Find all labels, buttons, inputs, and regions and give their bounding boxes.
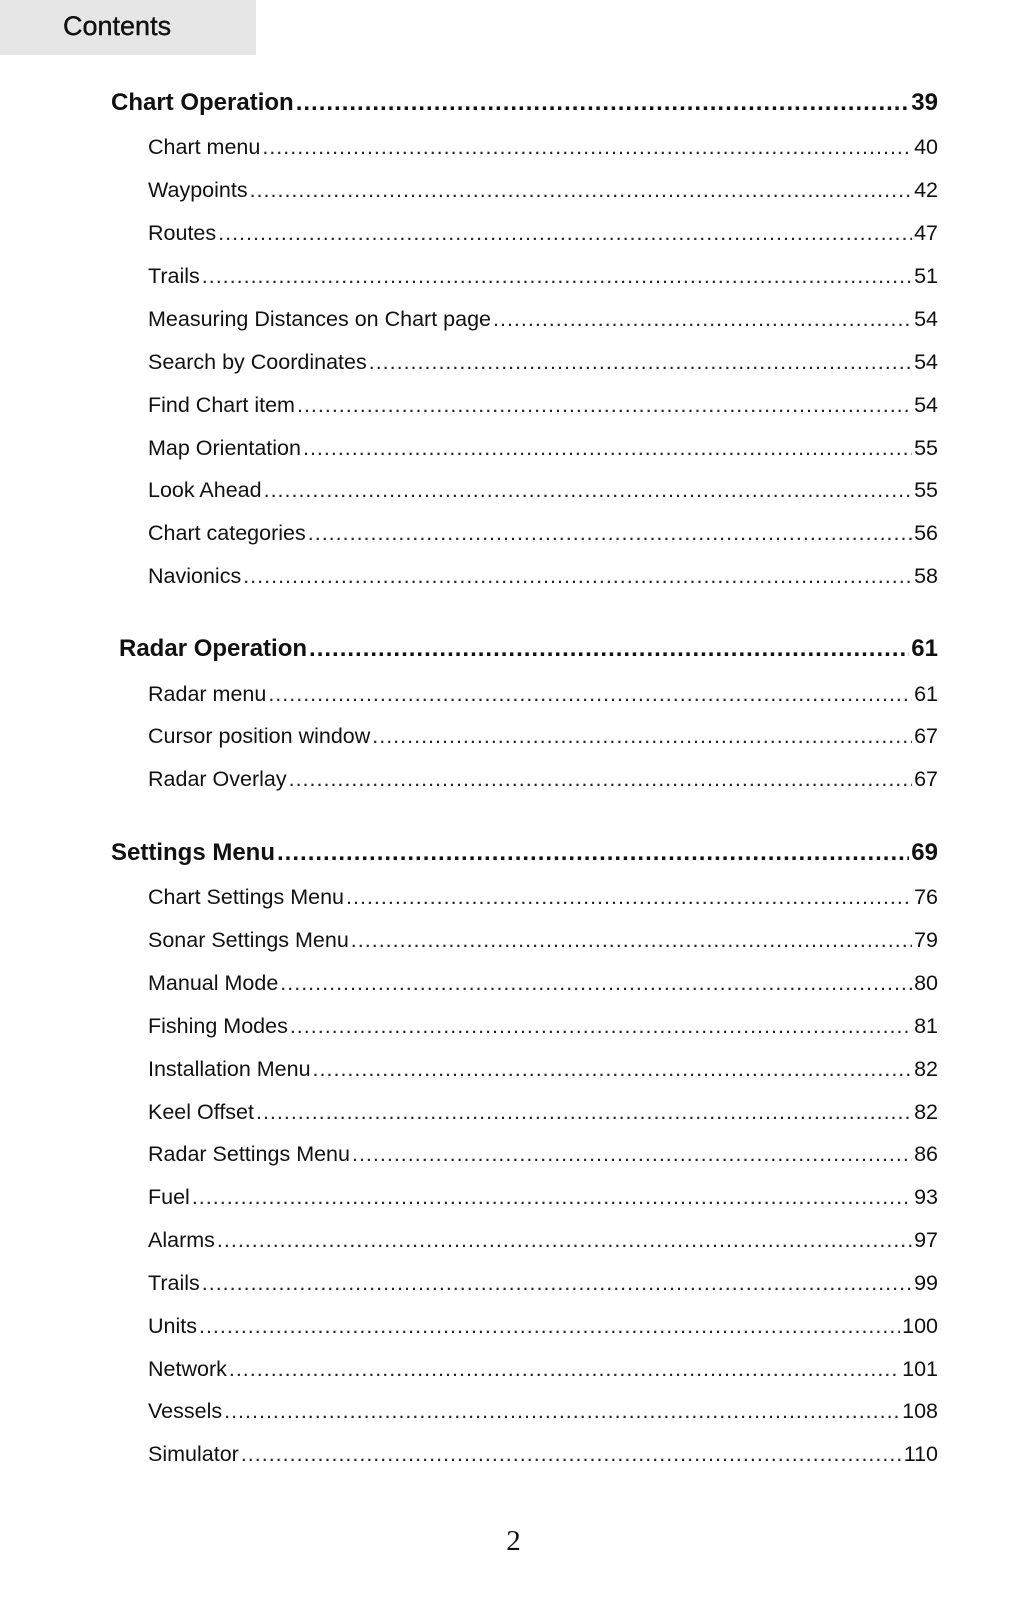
dot-leader: [308, 519, 912, 547]
toc-entry[interactable]: [148, 476, 938, 504]
toc-entry[interactable]: [148, 1440, 938, 1468]
dot-leader: [309, 634, 909, 664]
entry-page: 101: [902, 1357, 938, 1381]
dot-leader: [290, 1012, 912, 1040]
section-page: 61: [911, 635, 938, 662]
entry-page: 61: [914, 682, 938, 706]
entry-page: 82: [914, 1100, 938, 1124]
entry-page: 55: [914, 478, 938, 502]
dot-leader: [372, 722, 912, 750]
dot-leader: [241, 1440, 902, 1468]
dot-leader: [243, 562, 912, 590]
contents-title: Contents: [63, 11, 172, 41]
dot-leader: [280, 969, 912, 997]
dot-leader: [352, 1140, 912, 1168]
entry-page: 80: [914, 971, 938, 995]
entry-label: Manual Mode: [148, 971, 279, 995]
toc-entry[interactable]: [148, 176, 938, 204]
entry-label: Alarms: [148, 1228, 215, 1252]
toc-entry[interactable]: [148, 262, 938, 290]
toc-entry[interactable]: [148, 434, 938, 462]
dot-leader: [277, 838, 909, 868]
section-title: Radar Operation: [119, 635, 308, 662]
entry-page: 58: [914, 564, 938, 588]
dot-leader: [268, 680, 912, 708]
entry-page: 47: [914, 221, 938, 245]
entry-page: 42: [914, 178, 938, 202]
dot-leader: [218, 219, 912, 247]
entry-page: 81: [914, 1014, 938, 1038]
entry-page: 82: [914, 1057, 938, 1081]
entry-label: Vessels: [148, 1399, 223, 1423]
entry-label: Search by Coordinates: [148, 350, 367, 374]
entry-label: Look Ahead: [148, 478, 262, 502]
entry-label: Sonar Settings Menu: [148, 928, 349, 952]
entry-label: Radar menu: [148, 682, 267, 706]
entry-page: 79: [914, 928, 938, 952]
entry-label: Cursor position window: [148, 724, 371, 748]
dot-leader: [202, 1269, 912, 1297]
entry-page: 86: [914, 1142, 938, 1166]
dot-leader: [289, 765, 912, 793]
entry-label: Radar Overlay: [148, 767, 287, 791]
entry-label: Chart menu: [148, 135, 261, 159]
toc-entry[interactable]: [148, 1397, 938, 1425]
entry-page: 67: [914, 767, 938, 791]
entry-page: 108: [902, 1399, 938, 1423]
entry-page: 40: [914, 135, 938, 159]
toc-entry[interactable]: [148, 1226, 938, 1254]
toc-entry[interactable]: [148, 883, 938, 911]
section-title: Settings Menu: [111, 839, 276, 866]
entry-label: Chart categories: [148, 521, 306, 545]
dot-leader: [217, 1226, 912, 1254]
toc-entry[interactable]: [148, 219, 938, 247]
entry-page: 97: [914, 1228, 938, 1252]
entry-label: Radar Settings Menu: [148, 1142, 350, 1166]
entry-label: Units: [148, 1314, 197, 1338]
entry-page: 54: [914, 350, 938, 374]
entry-label: Waypoints: [148, 178, 248, 202]
dot-leader: [250, 176, 913, 204]
toc-entry[interactable]: [148, 680, 938, 708]
dot-leader: [202, 262, 912, 290]
dot-leader: [229, 1355, 900, 1383]
entry-page: 51: [914, 264, 938, 288]
entry-label: Map Orientation: [148, 436, 301, 460]
toc-entry[interactable]: [148, 1355, 938, 1383]
entry-page: 56: [914, 521, 938, 545]
toc-section-chart-operation[interactable]: [111, 88, 938, 118]
entry-label: Routes: [148, 221, 217, 245]
toc-entry[interactable]: [148, 1098, 938, 1126]
entry-label: Fuel: [148, 1185, 190, 1209]
dot-leader: [313, 1055, 913, 1083]
toc-entry[interactable]: [148, 1012, 938, 1040]
toc-entry[interactable]: [148, 722, 938, 750]
toc-entry[interactable]: [148, 1140, 938, 1168]
dot-leader: [264, 476, 912, 504]
entry-page: 110: [903, 1442, 938, 1466]
dot-leader: [224, 1397, 900, 1425]
dot-leader: [262, 133, 912, 161]
dot-leader: [346, 883, 912, 911]
entry-label: Trails: [148, 1271, 200, 1295]
toc-entry[interactable]: [148, 926, 938, 954]
toc-entry[interactable]: [148, 1312, 938, 1340]
toc-entry[interactable]: [148, 969, 938, 997]
dot-leader: [199, 1312, 900, 1340]
entry-label: Keel Offset: [148, 1100, 254, 1124]
entry-page: 76: [914, 885, 938, 909]
entry-label: Network: [148, 1357, 227, 1381]
page-number: 2: [506, 1525, 521, 1557]
entry-page: 54: [914, 307, 938, 331]
entry-label: Navionics: [148, 564, 242, 588]
dot-leader: [296, 88, 910, 118]
toc-entry[interactable]: [148, 391, 938, 419]
toc-entry[interactable]: [148, 765, 938, 793]
toc-section-settings-menu[interactable]: [111, 838, 938, 868]
entry-page: 99: [914, 1271, 938, 1295]
toc-section-radar-operation[interactable]: [119, 634, 938, 664]
dot-leader: [493, 305, 912, 333]
entry-page: 67: [914, 724, 938, 748]
entry-page: 93: [914, 1185, 938, 1209]
entry-page: 55: [914, 436, 938, 460]
section-page: 39: [911, 89, 938, 116]
entry-label: Measuring Distances on Chart page: [148, 307, 491, 331]
entry-page: 100: [902, 1314, 938, 1338]
entry-label: Simulator: [148, 1442, 239, 1466]
dot-leader: [297, 391, 912, 419]
dot-leader: [351, 926, 912, 954]
dot-leader: [369, 348, 912, 376]
dot-leader: [256, 1098, 912, 1126]
entry-label: Fishing Modes: [148, 1014, 288, 1038]
dot-leader: [192, 1183, 912, 1211]
toc-entry[interactable]: [148, 133, 938, 161]
entry-label: Chart Settings Menu: [148, 885, 344, 909]
section-page: 69: [911, 839, 938, 866]
toc-entry[interactable]: [148, 1055, 938, 1083]
entry-label: Find Chart item: [148, 393, 295, 417]
toc-entry[interactable]: [148, 1183, 938, 1211]
entry-page: 54: [914, 393, 938, 417]
entry-label: Installation Menu: [148, 1057, 311, 1081]
toc-entry[interactable]: [148, 1269, 938, 1297]
toc-entry[interactable]: [148, 305, 938, 333]
entry-label: Trails: [148, 264, 200, 288]
contents-header-tab: [0, 0, 256, 55]
toc-entry[interactable]: [148, 562, 938, 590]
toc-entry[interactable]: [148, 519, 938, 547]
dot-leader: [303, 434, 912, 462]
section-title: Chart Operation: [111, 89, 294, 116]
toc-entry[interactable]: [148, 348, 938, 376]
